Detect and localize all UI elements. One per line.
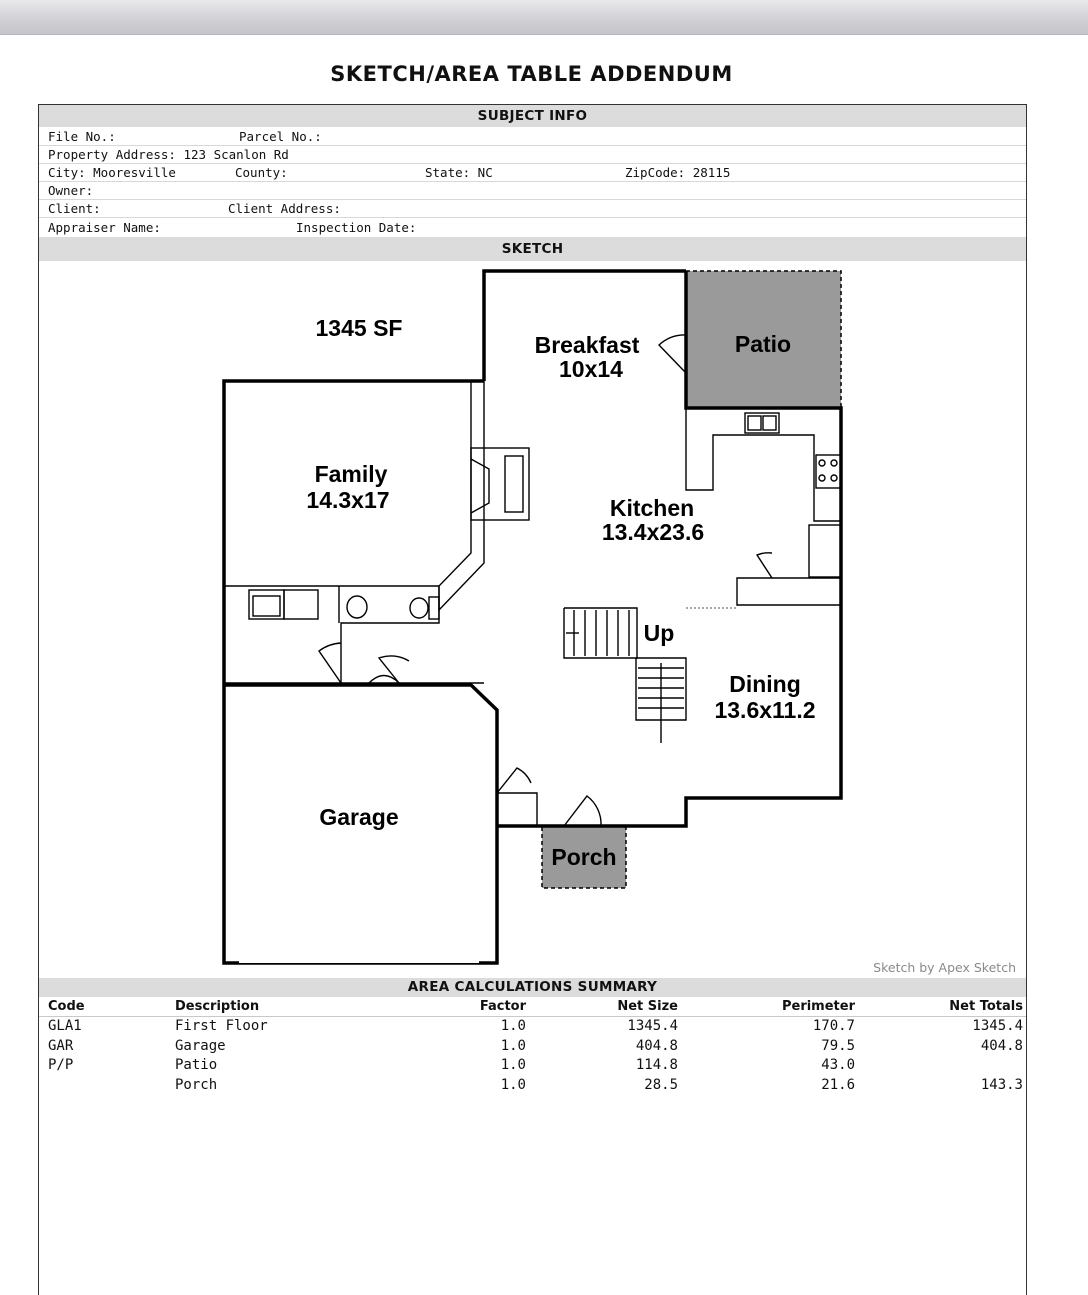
row-factor: 1.0 bbox=[500, 1018, 526, 1034]
row-code: P/P bbox=[48, 1057, 74, 1073]
row-code: GLA1 bbox=[48, 1018, 82, 1034]
family-size: 14.3x17 bbox=[306, 487, 390, 513]
row-description: Porch bbox=[175, 1077, 218, 1093]
col-description: Description bbox=[175, 999, 260, 1014]
info-row-location bbox=[39, 164, 1026, 182]
info-row-appraiser bbox=[39, 219, 1026, 236]
breakfast-size: 10x14 bbox=[559, 356, 623, 382]
client-address-field: Client Address: bbox=[228, 201, 341, 216]
parcel-no-field: Parcel No.: bbox=[239, 129, 322, 144]
row-factor: 1.0 bbox=[500, 1057, 526, 1073]
info-row-client bbox=[39, 200, 1026, 218]
browser-toolbar bbox=[0, 0, 1088, 35]
info-row-address bbox=[39, 146, 1026, 164]
zipcode-field: ZipCode: 28115 bbox=[625, 165, 731, 180]
col-factor: Factor bbox=[479, 999, 526, 1014]
kitchen-label: Kitchen bbox=[609, 495, 695, 521]
floor-plan-sketch bbox=[39, 263, 1026, 979]
row-perimeter: 170.7 bbox=[812, 1018, 855, 1034]
row-factor: 1.0 bbox=[500, 1038, 526, 1054]
info-row-file bbox=[39, 128, 1026, 146]
inspection-date-field: Inspection Date: bbox=[296, 220, 417, 235]
county-field: County: bbox=[235, 165, 288, 180]
row-perimeter: 43.0 bbox=[821, 1057, 855, 1073]
row-net-total: 404.8 bbox=[980, 1038, 1023, 1054]
row-net-total: 143.3 bbox=[980, 1077, 1023, 1093]
row-code: GAR bbox=[48, 1038, 74, 1054]
page-title: SKETCH/AREA TABLE ADDENDUM bbox=[330, 62, 733, 86]
property-address-field: Property Address: 123 Scanlon Rd bbox=[48, 147, 289, 162]
col-net-totals: Net Totals bbox=[949, 999, 1023, 1014]
row-perimeter: 21.6 bbox=[821, 1077, 855, 1093]
kitchen-size: 13.4x23.6 bbox=[601, 519, 705, 545]
owner-field: Owner: bbox=[48, 183, 94, 198]
subject-info-header: SUBJECT INFO bbox=[39, 105, 1026, 127]
city-field: City: Mooresville bbox=[48, 165, 176, 180]
row-perimeter: 79.5 bbox=[821, 1038, 855, 1054]
area-summary-header: AREA CALCULATIONS SUMMARY bbox=[39, 978, 1026, 997]
row-net-size: 1345.4 bbox=[627, 1018, 678, 1034]
info-row-owner bbox=[39, 182, 1026, 200]
family-label: Family bbox=[314, 461, 388, 487]
row-description: First Floor bbox=[175, 1018, 268, 1034]
row-factor: 1.0 bbox=[500, 1077, 526, 1093]
appraiser-name-field: Appraiser Name: bbox=[48, 220, 161, 235]
stairs-label: Up bbox=[643, 620, 675, 646]
file-no-field: File No.: bbox=[48, 129, 116, 144]
state-field: State: NC bbox=[425, 165, 493, 180]
sketch-credit: Sketch by Apex Sketch bbox=[873, 960, 1016, 975]
row-net-size: 114.8 bbox=[635, 1057, 678, 1073]
col-code: Code bbox=[48, 999, 85, 1014]
dining-label: Dining bbox=[729, 671, 801, 697]
sketch-header: SKETCH bbox=[39, 237, 1026, 261]
row-net-total: 1345.4 bbox=[972, 1018, 1023, 1034]
breakfast-label: Breakfast bbox=[534, 332, 640, 358]
col-perimeter: Perimeter bbox=[781, 999, 855, 1014]
col-net-size: Net Size bbox=[617, 999, 678, 1014]
patio-label: Patio bbox=[734, 331, 792, 357]
row-description: Patio bbox=[175, 1057, 218, 1073]
porch-label: Porch bbox=[551, 844, 617, 870]
total-area-label: 1345 SF bbox=[315, 315, 403, 341]
dining-size: 13.6x11.2 bbox=[714, 697, 816, 723]
row-net-size: 404.8 bbox=[635, 1038, 678, 1054]
row-net-size: 28.5 bbox=[644, 1077, 678, 1093]
garage-label: Garage bbox=[319, 804, 399, 830]
row-net-total bbox=[923, 1055, 1023, 1075]
client-field: Client: bbox=[48, 201, 101, 216]
addendum-form bbox=[38, 104, 1027, 1295]
row-description: Garage bbox=[175, 1038, 226, 1054]
